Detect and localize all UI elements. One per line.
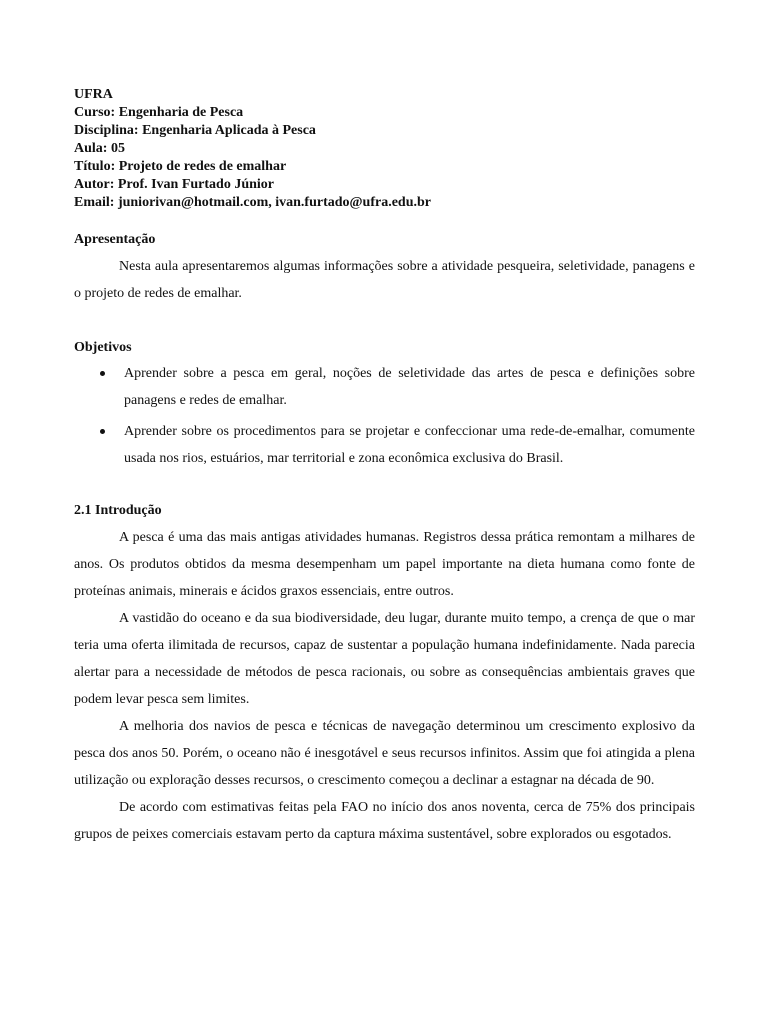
header-discipline: Disciplina: Engenharia Aplicada à Pesca [74,123,316,138]
introduction-heading: 2.1 Introdução [74,503,162,518]
header-lesson: Aula: 05 [74,141,125,156]
document-header [74,86,695,212]
introduction-section [74,502,695,848]
objective-text: Aprender sobre os procedimentos para se projetar e confeccionar uma rede-de-emalhar, comumente usada nos rios, estuários, mar territorial e zona econômica exclusiva do Brasil. [124,424,695,466]
objective-item [74,360,695,414]
objective-text: Aprender sobre a pesca em geral, noções de seletividade das artes de pesca e definições sobre panagens e redes de emalhar. [124,366,695,408]
presentation-section [74,231,695,307]
header-author: Autor: Prof. Ivan Furtado Júnior [74,177,275,192]
presentation-heading: Apresentação [74,232,156,247]
objectives-heading: Objetivos [74,340,132,355]
introduction-paragraph: A melhoria dos navios de pesca e técnicas de navegação determinou um crescimento explosivo da pesca dos anos 50. Porém, o oceano não é inesgotável e seus recursos infinitos. Assim que foi atingida a plena utilização ou exploração desses recursos, o crescimento começou a declinar a estagnar na década de 90. [74,719,695,788]
objective-item [74,418,695,472]
header-email: Email: juniorivan@hotmail.com, ivan.furtado@ufra.edu.br [74,195,431,210]
document-page [74,86,695,848]
header-course: Curso: Engenharia de Pesca [74,105,244,120]
objectives-section [74,339,695,472]
introduction-paragraph: A pesca é uma das mais antigas atividades humanas. Registros dessa prática remontam a milhares de anos. Os produtos obtidos da mesma desempenham um papel importante na dieta humana como fonte de proteínas animais, minerais e ácidos graxos essenciais, entre outros. [74,530,695,599]
bullet-icon [100,371,105,376]
bullet-icon [100,429,105,434]
introduction-paragraph: A vastidão do oceano e da sua biodiversidade, deu lugar, durante muito tempo, a crença de que o mar teria uma oferta ilimitada de recursos, capaz de sustentar a população humana indefinidamente. Nada parecia alertar para a necessidade de métodos de pesca racionais, ou sobre as consequências ambientais graves que podem levar pesca sem limites. [74,611,695,707]
header-title: Título: Projeto de redes de emalhar [74,159,287,174]
presentation-paragraph: Nesta aula apresentaremos algumas informações sobre a atividade pesqueira, seletividade, panagens e o projeto de redes de emalhar. [74,259,695,301]
objectives-list [74,360,695,472]
introduction-paragraph: De acordo com estimativas feitas pela FAO no início dos anos noventa, cerca de 75% dos principais grupos de peixes comerciais estavam perto da captura máxima sustentável, sobre explorados ou esgotados. [74,800,695,842]
header-institution: UFRA [74,87,113,102]
